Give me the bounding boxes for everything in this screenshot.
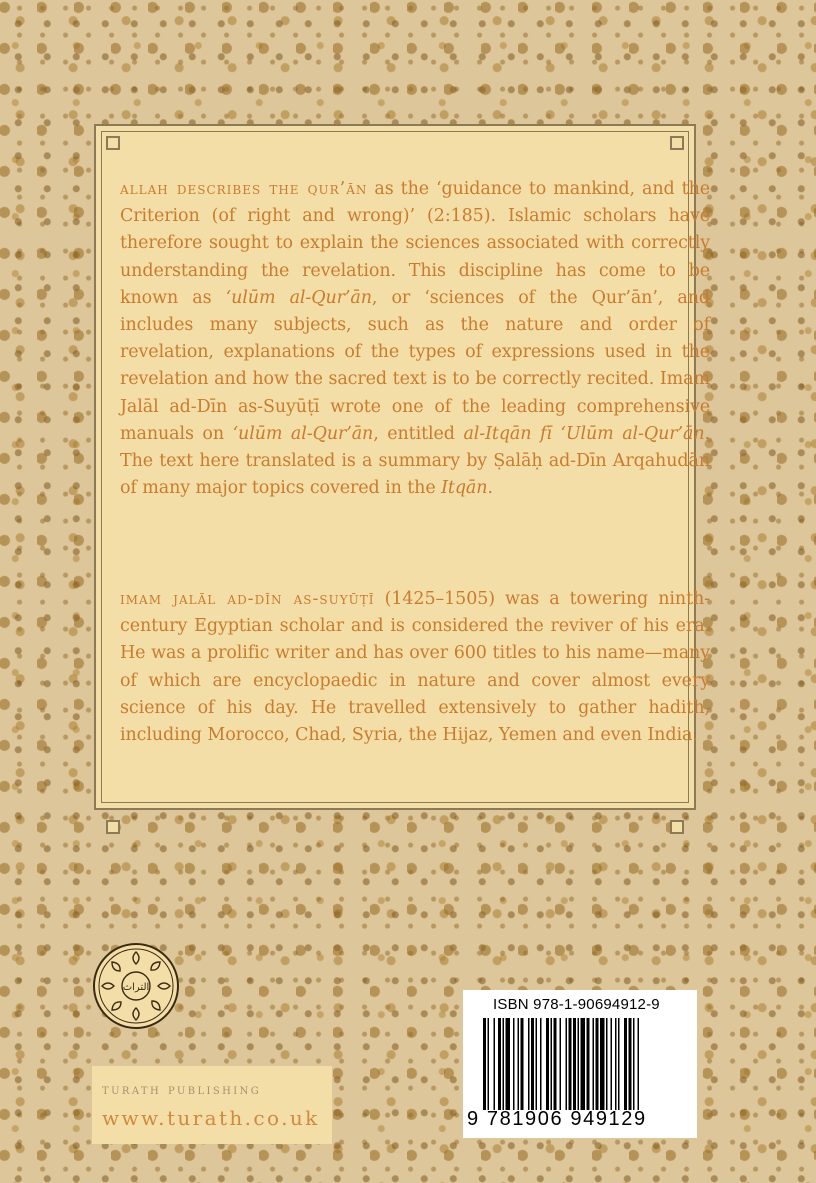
description-text: . bbox=[487, 478, 493, 499]
author-name: imam jalāl ad-dīn as-suyūṭī bbox=[120, 589, 375, 609]
barcode-bar bbox=[629, 1018, 632, 1110]
barcode-bar bbox=[483, 1018, 486, 1110]
barcode-bar bbox=[488, 1018, 490, 1110]
barcode-bar bbox=[531, 1018, 534, 1110]
description-italic: Itqān bbox=[441, 478, 488, 499]
corner-ornament-top-right bbox=[670, 136, 684, 150]
publisher-seal-icon bbox=[92, 942, 180, 1030]
description-text: as the ‘guidance to mankind, and the Criterion (of right and wrong)’ (2:185). Islamic scholars have therefore sought to explain the sciences associated with correctly understanding the revelation. This discipline has come to be known as bbox=[120, 179, 710, 308]
barcode-bar bbox=[618, 1018, 620, 1110]
barcode-bar bbox=[566, 1018, 568, 1110]
barcode-bar bbox=[503, 1018, 505, 1110]
barcode-bar bbox=[596, 1018, 599, 1110]
description-lead: allah describes the qur’ān bbox=[120, 179, 368, 199]
barcode-bar bbox=[581, 1018, 586, 1110]
isbn-label: ISBN 978-1-90694912-9 bbox=[493, 996, 660, 1013]
corner-ornament-top-left bbox=[106, 136, 120, 150]
barcode-bar bbox=[593, 1018, 595, 1110]
barcode-bar bbox=[518, 1018, 520, 1110]
publisher-name: turath publishing bbox=[102, 1082, 262, 1098]
barcode-digits: 9 781906 949129 bbox=[467, 1108, 647, 1130]
barcode-bar bbox=[633, 1018, 635, 1110]
publisher-box bbox=[92, 1066, 332, 1144]
barcode-bar bbox=[494, 1018, 496, 1110]
barcode-bar bbox=[554, 1018, 557, 1110]
publisher-website[interactable]: www.turath.co.uk bbox=[102, 1106, 320, 1130]
barcode-bar bbox=[587, 1018, 590, 1110]
barcode-bar bbox=[540, 1018, 542, 1110]
barcode-bar bbox=[536, 1018, 538, 1110]
barcode-bar bbox=[606, 1018, 608, 1110]
author-biography bbox=[120, 586, 710, 749]
corner-ornament-bottom-right bbox=[670, 820, 684, 834]
description-text: . The text here translated is a summary by Ṣalāḥ ad-Dīn Arqahudān of many major topics covered in the bbox=[120, 423, 710, 499]
barcode-bar bbox=[638, 1018, 640, 1110]
book-description bbox=[120, 176, 710, 502]
barcode-bar bbox=[600, 1018, 605, 1110]
description-text: , or ‘sciences of the Qur’ān’, and includes many subjects, such as the nature and order of revelation, explanations of the types of expressions used in the revelation and how the sacred text is to be correctly recited. Imam Jalāl ad-Dīn as-Suyūṭī wrote one of the leading comprehensive manuals on bbox=[120, 287, 710, 444]
author-bio-text: (1425–1505) was a towering ninth-century Egyptian scholar and is considered the reviver of his era. He was a prolific writer and has over 600 titles to his name—many of which are encyclopaedic in nature and cover almost every science of his day. He travelled extensively to gather hadith, including Morocco, Chad, Syria, the Hijaz, Yemen and even India. bbox=[120, 589, 710, 746]
description-italic: al-Itqān fī ‘Ulūm al-Qur’ān bbox=[463, 423, 705, 444]
barcode-bar bbox=[506, 1018, 511, 1110]
barcode-bar bbox=[546, 1018, 549, 1110]
barcode-bar bbox=[624, 1018, 627, 1110]
barcode bbox=[463, 990, 697, 1138]
barcode-bar bbox=[521, 1018, 524, 1110]
barcode-bar bbox=[551, 1018, 553, 1110]
barcode-bar bbox=[615, 1018, 617, 1110]
description-italic: ‘ulūm al-Qur’ān bbox=[232, 423, 374, 444]
seal-text: التراث bbox=[122, 982, 150, 993]
corner-ornament-bottom-left bbox=[106, 820, 120, 834]
barcode-bar bbox=[573, 1018, 576, 1110]
barcode-bar bbox=[611, 1018, 613, 1110]
barcode-bar bbox=[528, 1018, 530, 1110]
barcode-bar bbox=[498, 1018, 501, 1110]
description-text: , entitled bbox=[373, 423, 464, 444]
description-italic: ‘ulūm al-Qur’ān bbox=[225, 287, 372, 308]
barcode-bar bbox=[560, 1018, 562, 1110]
barcode-bar bbox=[513, 1018, 515, 1110]
barcode-bar bbox=[578, 1018, 580, 1110]
barcode-bars bbox=[483, 1018, 679, 1110]
barcode-bar bbox=[569, 1018, 572, 1110]
